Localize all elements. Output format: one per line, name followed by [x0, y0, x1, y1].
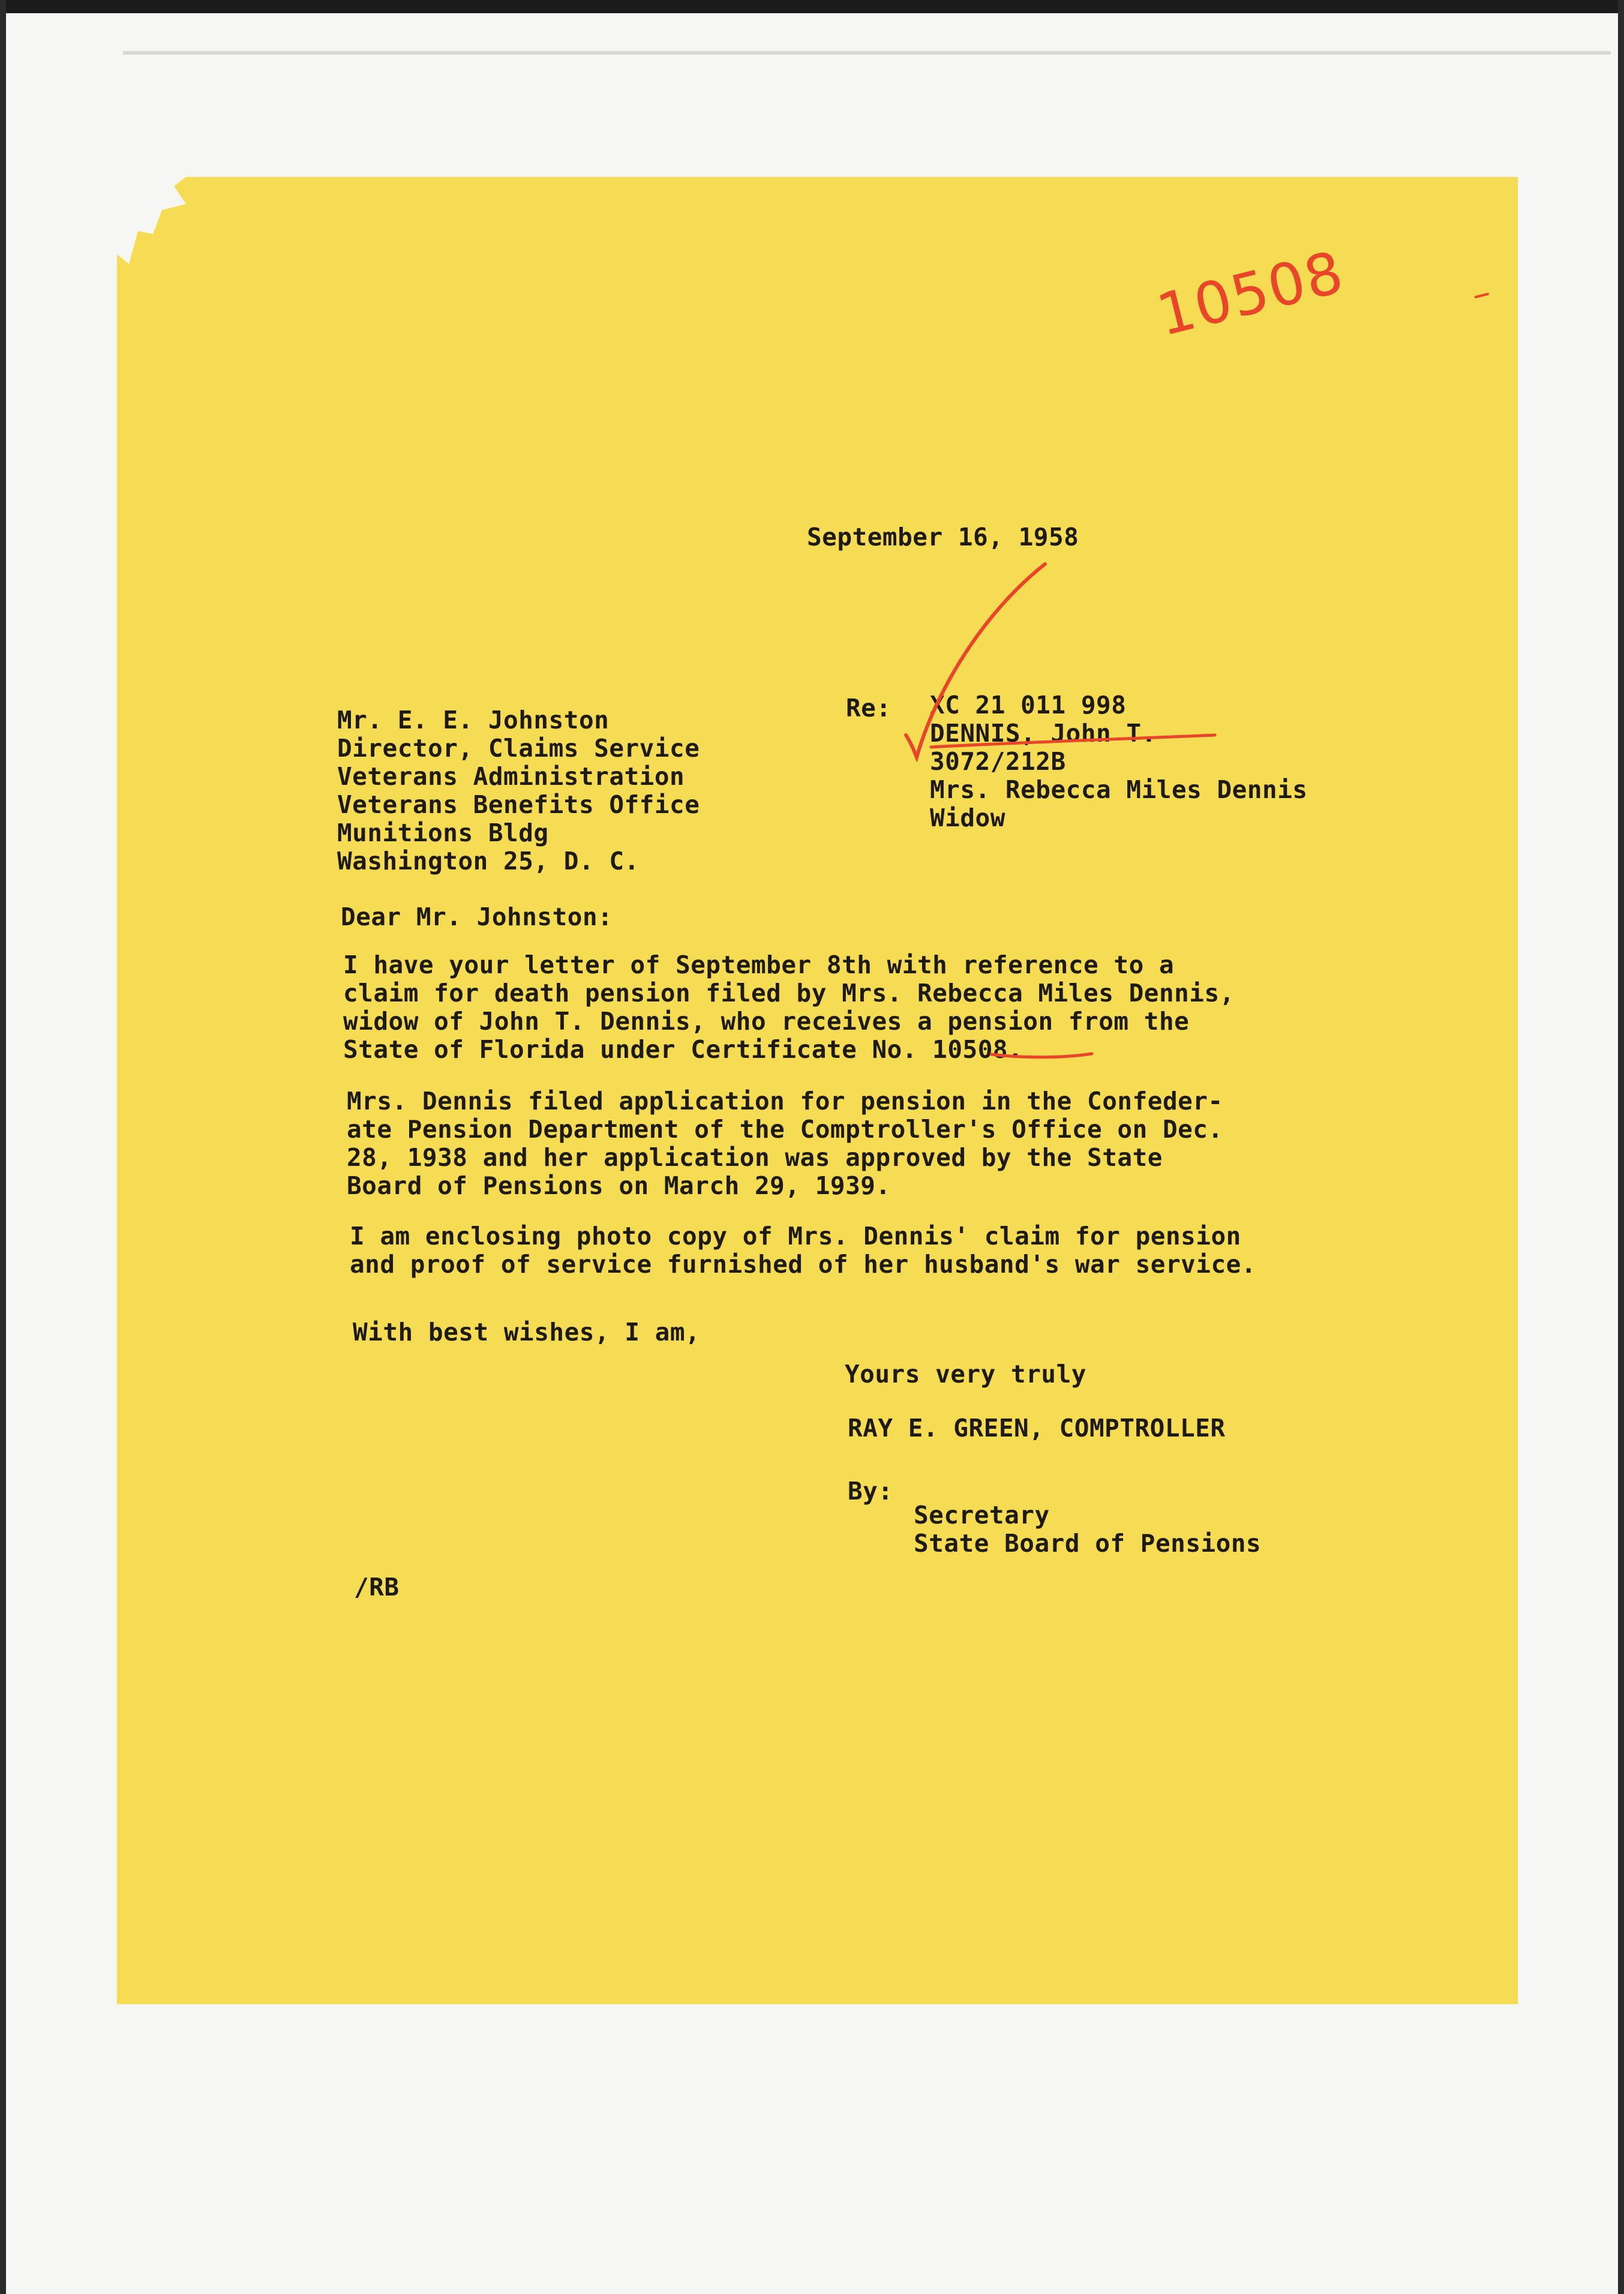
paragraph-line: widow of John T. Dennis, who receives a pension from the [343, 1007, 1190, 1036]
recipient-line: Veterans Administration [337, 762, 685, 791]
recipient-line: Munitions Bldg [337, 818, 549, 847]
paragraph-line: I have your letter of September 8th with reference to a [343, 950, 1175, 979]
recipient-line: Washington 25, D. C. [337, 847, 640, 875]
salutation: Dear Mr. Johnston: [341, 902, 613, 931]
paragraph-line: claim for death pension filed by Mrs. Rebecca Miles Dennis, [343, 979, 1235, 1007]
paragraph-line: I am enclosing photo copy of Mrs. Dennis' claim for pension [350, 1222, 1241, 1251]
torn-corner-mark [96, 162, 198, 270]
re-line: XC 21 011 998 [930, 691, 1127, 719]
paragraph-line: State of Florida under Certificate No. 10508. [343, 1035, 1023, 1064]
paragraph-line: Mrs. Dennis filed application for pension in the Confeder- [347, 1087, 1223, 1115]
paragraph-line: 28, 1938 and her application was approved by the State [347, 1143, 1163, 1172]
re-line: 3072/212B [930, 747, 1066, 776]
re-reference-block [930, 691, 1308, 832]
letter-date: September 16, 1958 [807, 523, 1079, 551]
body-paragraph-3 [350, 1222, 1256, 1279]
paragraph-line: ate Pension Department of the Comptroller's Office on Dec. [347, 1115, 1223, 1144]
complimentary-close: Yours very truly [845, 1360, 1086, 1389]
reference-initials: /RB [354, 1573, 400, 1602]
handwritten-certificate-number: 10508 [1150, 238, 1351, 349]
by-label: By: [848, 1477, 893, 1506]
re-line: Widow [930, 803, 1005, 832]
paper-fold-line [123, 51, 1611, 55]
scanner-right-edge [1618, 0, 1624, 2294]
recipient-address-block [337, 706, 700, 875]
closing-remark: With best wishes, I am, [353, 1318, 701, 1347]
re-line: Mrs. Rebecca Miles Dennis [930, 775, 1308, 804]
paragraph-line: Board of Pensions on March 29, 1939. [347, 1171, 891, 1200]
signer-title-line: Secretary [914, 1501, 1050, 1530]
recipient-line: Veterans Benefits Office [337, 790, 700, 819]
signer-title-block [914, 1501, 1261, 1558]
scanner-top-edge [0, 0, 1624, 13]
paragraph-line: and proof of service furnished of her husband's war service. [350, 1250, 1257, 1279]
re-line: DENNIS, John T. [930, 719, 1157, 748]
body-paragraph-2 [347, 1087, 1223, 1200]
re-label: Re: [846, 694, 891, 722]
body-paragraph-1 [343, 951, 1235, 1064]
signer-name: RAY E. GREEN, COMPTROLLER [848, 1414, 1226, 1443]
signer-title-line: State Board of Pensions [914, 1529, 1262, 1558]
recipient-line: Director, Claims Service [337, 734, 700, 763]
scanner-left-edge [0, 0, 6, 2294]
recipient-line: Mr. E. E. Johnston [337, 706, 610, 734]
